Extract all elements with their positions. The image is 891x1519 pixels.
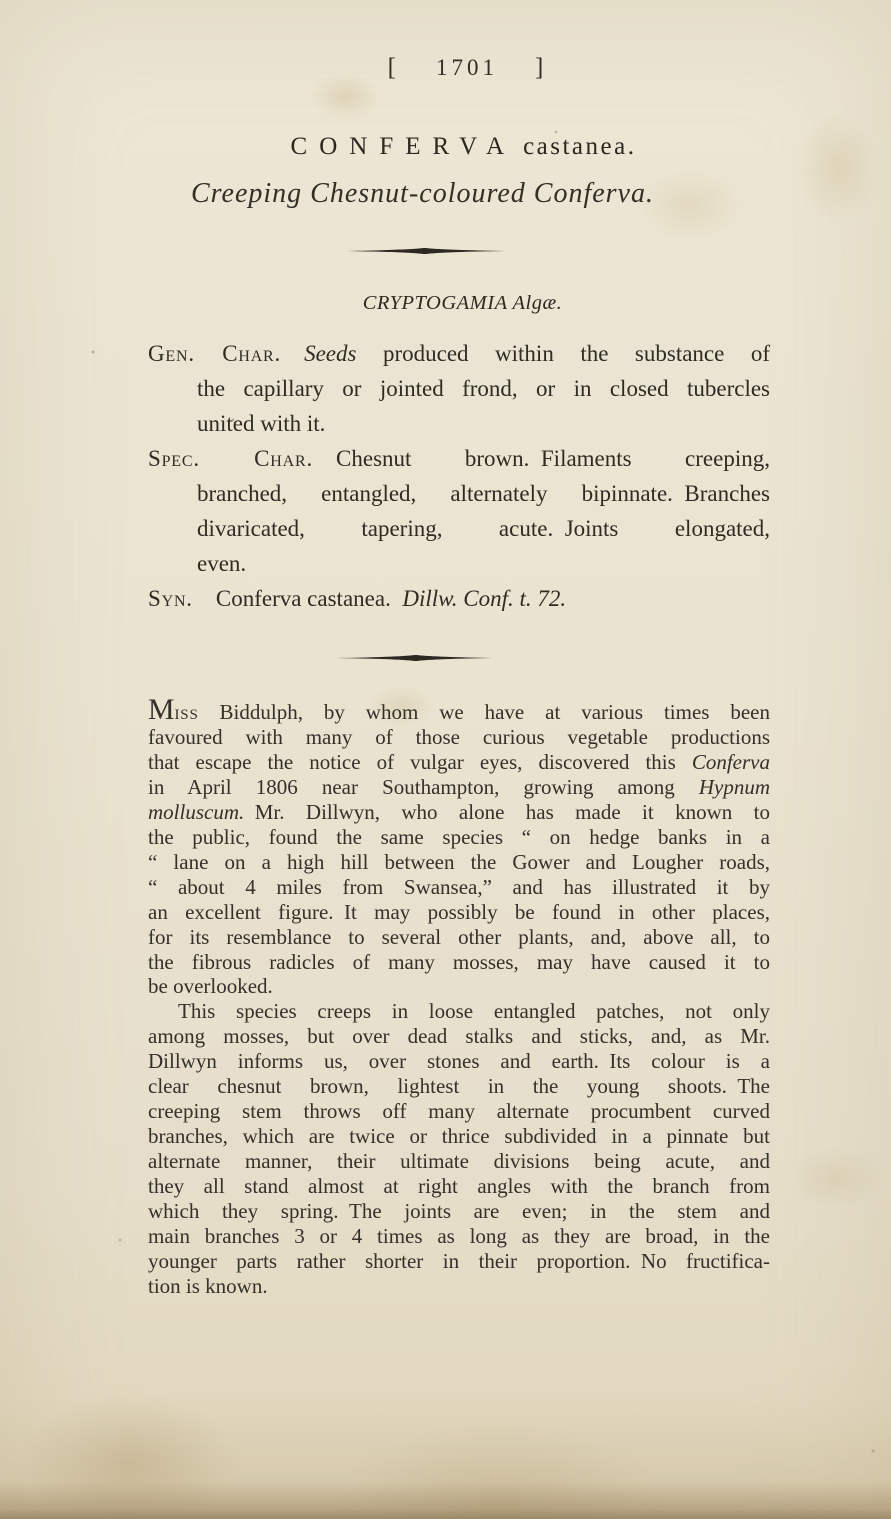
italic-text: Dillw. Conf. t. 72.: [402, 586, 567, 611]
text-line: Dillwyn informs us, over stones and earth. Its colour is a: [148, 1049, 770, 1074]
divider-rule-icon: [342, 247, 506, 255]
small-caps-text: iss: [174, 700, 199, 724]
text-line: Gen. Char. Seeds produced within the substance of: [148, 341, 771, 366]
body-paragraph: [148, 693, 770, 999]
generic-character-block: [148, 336, 770, 441]
synonym-block: [148, 581, 770, 616]
divider-rule-icon: [337, 654, 493, 662]
text-line: in April 1806 near Southampton, growing among Hypnum: [148, 774, 770, 799]
small-caps-text: Syn.: [148, 586, 193, 611]
text-line: branched, entangled, alternately bipinnate. Branches: [197, 481, 770, 506]
text-line: “ about 4 miles from Swansea,” and has illustrated it by: [148, 874, 770, 899]
italic-text: Conferva: [691, 749, 770, 774]
text-line: united with it.: [197, 411, 326, 436]
text-line: molluscum. Mr. Dillwyn, who alone has made it known to: [148, 799, 770, 824]
page-title: [18, 131, 891, 163]
body-text: [148, 693, 770, 1299]
text-line: alternate manner, their ultimate divisions being acute, and: [148, 1149, 770, 1174]
specific-character-block: [148, 441, 770, 581]
text-segment: M: [148, 693, 175, 726]
page-number-bracket-right: ]: [535, 54, 546, 81]
body-paragraph: [148, 999, 770, 1298]
text-line: for its resemblance to several other plants, and, above all, to: [148, 924, 770, 949]
classification-heading: CRYPTOGAMIA Algæ.: [362, 292, 563, 314]
text-line: clear chesnut brown, lightest in the young shoots. The: [148, 1074, 770, 1099]
text-line: favoured with many of those curious vegetable productions: [148, 724, 770, 749]
species-name: castanea.: [523, 133, 637, 160]
text-line: tion is known.: [148, 1273, 268, 1298]
text-line: Miss Biddulph, by whom we have at various times been: [148, 693, 770, 726]
text-line: the fibrous radicles of many mosses, may have caused it to: [148, 949, 770, 974]
text-line: Spec. Char. Chesnut brown. Filaments creeping,: [148, 446, 770, 471]
text-line: that escape the notice of vulgar eyes, discovered this Conferva: [148, 749, 770, 774]
text-line: Syn. Conferva castanea. Dillw. Conf. t. 72.: [148, 586, 567, 611]
swelled-rule-divider: [337, 654, 493, 662]
text-line: the capillary or jointed frond, or in closed tubercles: [197, 376, 770, 401]
text-line: among mosses, but over dead stalks and sticks, and, as Mr.: [148, 1024, 770, 1049]
plate-number: 1701: [436, 55, 498, 80]
italic-text: Seeds: [304, 341, 357, 366]
text-line: branches, which are twice or thrice subdivided in a pinnate but: [148, 1124, 770, 1149]
text-line: “ lane on a high hill between the Gower and Lougher roads,: [148, 849, 770, 874]
character-section: [148, 336, 770, 616]
small-caps-text: Spec. Char.: [148, 446, 314, 471]
page-number: [21, 52, 891, 84]
swelled-rule-divider: [342, 247, 506, 255]
text-line: main branches 3 or 4 times as long as they are broad, in the: [148, 1224, 770, 1249]
text-line: This species creeps in loose entangled patches, not only: [178, 999, 770, 1024]
text-line: even.: [197, 551, 247, 576]
italic-text: molluscum.: [148, 799, 245, 824]
text-line: divaricated, tapering, acute. Joints elongated,: [197, 516, 770, 541]
common-name: Creeping Chesnut-coloured Conferva.: [191, 178, 654, 209]
text-line: the public, found the same species “ on hedge banks in a: [148, 824, 770, 849]
text-line: which they spring. The joints are even; in the stem and: [148, 1199, 770, 1224]
genus-name: CONFERVA: [290, 133, 517, 160]
page-number-bracket-left: [: [387, 54, 398, 81]
italic-text: Hypnum: [698, 774, 770, 799]
text-line: an excellent figure. It may possibly be found in other places,: [148, 899, 770, 924]
text-line: younger parts rather shorter in their proportion. No fructifica-: [148, 1248, 770, 1273]
text-line: creeping stem throws off many alternate procumbent curved: [148, 1099, 770, 1124]
text-line: they all stand almost at right angles with the branch from: [148, 1174, 770, 1199]
text-line: be overlooked.: [148, 974, 273, 999]
small-caps-text: Gen. Char.: [148, 341, 282, 366]
